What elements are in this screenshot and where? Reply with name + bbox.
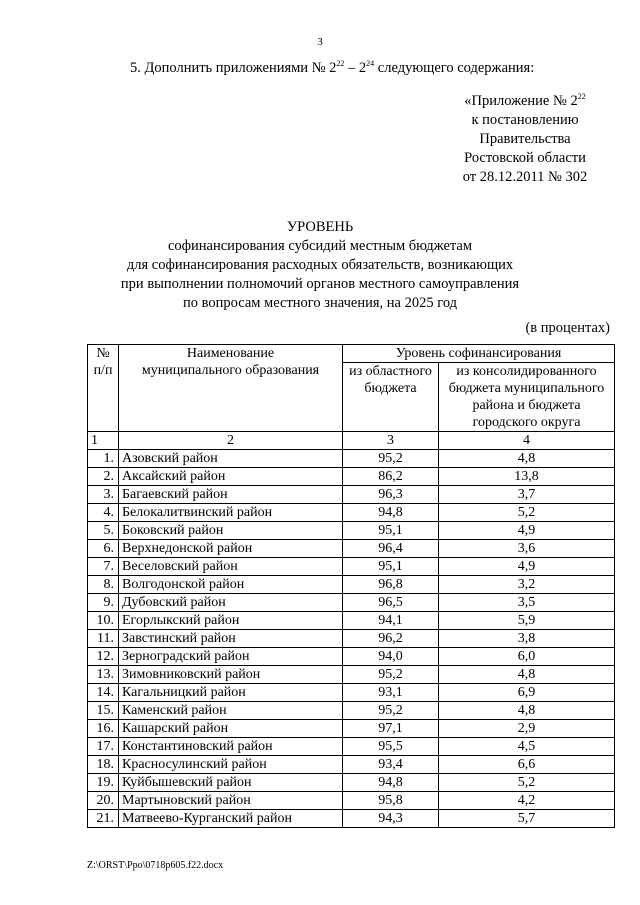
local-share-cell: 6,9: [439, 684, 615, 702]
regional-share-cell: 94,1: [343, 612, 439, 630]
table-row: [88, 756, 615, 774]
appendix-line: от 28.12.2011 № 302: [462, 169, 588, 185]
appendix-line: [440, 92, 610, 111]
table-row: [88, 810, 615, 828]
row-number-cell: 19.: [88, 774, 119, 792]
table-row: [88, 792, 615, 810]
regional-share-cell: 96,3: [343, 486, 439, 504]
header-cell-number: [88, 345, 119, 432]
municipality-name-cell: Зерноградский район: [119, 648, 343, 666]
regional-share-cell: 94,0: [343, 648, 439, 666]
regional-share-cell: 93,1: [343, 684, 439, 702]
intro-sup-first: 22: [336, 59, 345, 68]
local-share-cell: 4,8: [439, 702, 615, 720]
local-share-cell: 5,2: [439, 504, 615, 522]
local-share-cell: 3,6: [439, 540, 615, 558]
row-number-cell: 16.: [88, 720, 119, 738]
municipality-name-cell: Кагальницкий район: [119, 684, 343, 702]
table-row: [88, 612, 615, 630]
municipality-name-cell: Верхнедонской район: [119, 540, 343, 558]
local-share-cell: 2,9: [439, 720, 615, 738]
municipality-name-cell: Веселовский район: [119, 558, 343, 576]
appendix-line: Правительства: [479, 131, 571, 147]
row-number-cell: 14.: [88, 684, 119, 702]
regional-share-cell: 95,5: [343, 738, 439, 756]
header-cell-regional: из областного бюджета: [343, 363, 439, 432]
table-row: [88, 522, 615, 540]
local-share-cell: 6,6: [439, 756, 615, 774]
index-cell: 3: [343, 432, 439, 450]
document-heading: [0, 218, 640, 313]
row-number-cell: 17.: [88, 738, 119, 756]
appendix-line: к постановлению: [471, 112, 579, 128]
local-share-cell: 13,8: [439, 468, 615, 486]
intro-paragraph: [130, 60, 534, 77]
local-share-cell: 3,7: [439, 486, 615, 504]
table-row: [88, 630, 615, 648]
local-share-cell: 6,0: [439, 648, 615, 666]
intro-sup-last: 24: [366, 59, 375, 68]
table-row: [88, 504, 615, 522]
row-number-cell: 21.: [88, 810, 119, 828]
municipality-name-cell: Азовский район: [119, 450, 343, 468]
index-cell: 2: [119, 432, 343, 450]
regional-share-cell: 96,8: [343, 576, 439, 594]
index-cell: 4: [439, 432, 615, 450]
municipality-name-cell: Красносулинский район: [119, 756, 343, 774]
regional-share-cell: 96,4: [343, 540, 439, 558]
heading-line: для софинансирования расходных обязательств, возникающих: [126, 257, 514, 273]
table-index-row: [88, 432, 615, 450]
table-row: [88, 738, 615, 756]
local-share-cell: 5,7: [439, 810, 615, 828]
row-number-cell: 9.: [88, 594, 119, 612]
intro-text: 5. Дополнить приложениями № 2: [130, 60, 337, 76]
municipality-name-cell: Зимовниковский район: [119, 666, 343, 684]
header-text: Наименование: [186, 346, 275, 361]
index-cell: 1: [88, 432, 119, 450]
cofinancing-table: [87, 344, 615, 828]
appendix-header: [440, 92, 610, 187]
row-number-cell: 6.: [88, 540, 119, 558]
row-number-cell: 3.: [88, 486, 119, 504]
regional-share-cell: 96,2: [343, 630, 439, 648]
regional-share-cell: 96,5: [343, 594, 439, 612]
row-number-cell: 18.: [88, 756, 119, 774]
local-share-cell: 4,9: [439, 522, 615, 540]
regional-share-cell: 93,4: [343, 756, 439, 774]
regional-share-cell: 95,2: [343, 702, 439, 720]
regional-share-cell: 97,1: [343, 720, 439, 738]
row-number-cell: 13.: [88, 666, 119, 684]
row-number-cell: 12.: [88, 648, 119, 666]
page-number: 3: [317, 36, 323, 48]
municipality-name-cell: Дубовский район: [119, 594, 343, 612]
intro-dash: – 2: [344, 60, 367, 76]
municipality-name-cell: Кашарский район: [119, 720, 343, 738]
regional-share-cell: 95,1: [343, 522, 439, 540]
table-row: [88, 666, 615, 684]
header-text: муниципального образования: [141, 363, 320, 378]
header-cell-local: из консолидированного бюджета муниципального района и бюджета городского округа: [439, 363, 615, 432]
heading-line: при выполнении полномочий органов местного самоуправления: [120, 276, 520, 292]
regional-share-cell: 95,1: [343, 558, 439, 576]
municipality-name-cell: Багаевский район: [119, 486, 343, 504]
local-share-cell: 3,2: [439, 576, 615, 594]
local-share-cell: 4,8: [439, 666, 615, 684]
heading-title: УРОВЕНЬ: [286, 219, 354, 235]
header-cell-level: Уровень софинансирования: [343, 345, 615, 363]
municipality-name-cell: Матвеево-Курганский район: [119, 810, 343, 828]
table-row: [88, 468, 615, 486]
local-share-cell: 5,9: [439, 612, 615, 630]
table-row: [88, 540, 615, 558]
municipality-name-cell: Мартыновский район: [119, 792, 343, 810]
table-row: [88, 594, 615, 612]
table-row: [88, 774, 615, 792]
municipality-name-cell: Егорлыкский район: [119, 612, 343, 630]
header-text: №: [96, 346, 110, 361]
row-number-cell: 7.: [88, 558, 119, 576]
regional-share-cell: 94,8: [343, 774, 439, 792]
file-path-footer: Z:\ORST\Ppo\0718p605.f22.docx: [87, 860, 224, 871]
table-header-row: [88, 345, 615, 363]
local-share-cell: 4,2: [439, 792, 615, 810]
row-number-cell: 11.: [88, 630, 119, 648]
intro-tail: следующего содержания:: [374, 60, 535, 76]
regional-share-cell: 94,8: [343, 504, 439, 522]
table-row: [88, 576, 615, 594]
municipality-name-cell: Завстинский район: [119, 630, 343, 648]
row-number-cell: 5.: [88, 522, 119, 540]
row-number-cell: 20.: [88, 792, 119, 810]
table-row: [88, 558, 615, 576]
local-share-cell: 4,5: [439, 738, 615, 756]
municipality-name-cell: Каменский район: [119, 702, 343, 720]
local-share-cell: 4,9: [439, 558, 615, 576]
table-row: [88, 450, 615, 468]
row-number-cell: 4.: [88, 504, 119, 522]
unit-note: (в процентах): [525, 320, 610, 336]
municipality-name-cell: Боковский район: [119, 522, 343, 540]
municipality-name-cell: Аксайский район: [119, 468, 343, 486]
local-share-cell: 3,5: [439, 594, 615, 612]
row-number-cell: 2.: [88, 468, 119, 486]
row-number-cell: 1.: [88, 450, 119, 468]
appendix-line: Ростовской области: [464, 150, 586, 166]
local-share-cell: 5,2: [439, 774, 615, 792]
local-share-cell: 4,8: [439, 450, 615, 468]
regional-share-cell: 95,2: [343, 666, 439, 684]
table-row: [88, 684, 615, 702]
regional-share-cell: 95,8: [343, 792, 439, 810]
municipality-name-cell: Куйбышевский район: [119, 774, 343, 792]
heading-line: софинансирования субсидий местным бюджетам: [167, 238, 473, 254]
row-number-cell: 15.: [88, 702, 119, 720]
municipality-name-cell: Константиновский район: [119, 738, 343, 756]
header-text: п/п: [93, 363, 113, 378]
appendix-title: «Приложение № 2: [464, 93, 578, 109]
row-number-cell: 10.: [88, 612, 119, 630]
regional-share-cell: 95,2: [343, 450, 439, 468]
municipality-name-cell: Волгодонской район: [119, 576, 343, 594]
heading-line: по вопросам местного значения, на 2025 год: [182, 295, 458, 311]
local-share-cell: 3,8: [439, 630, 615, 648]
regional-share-cell: 86,2: [343, 468, 439, 486]
table-row: [88, 702, 615, 720]
municipality-name-cell: Белокалитвинский район: [119, 504, 343, 522]
appendix-sup: 22: [577, 92, 586, 101]
regional-share-cell: 94,3: [343, 810, 439, 828]
table-row: [88, 720, 615, 738]
table-row: [88, 486, 615, 504]
row-number-cell: 8.: [88, 576, 119, 594]
table-row: [88, 648, 615, 666]
header-cell-name: [119, 345, 343, 432]
